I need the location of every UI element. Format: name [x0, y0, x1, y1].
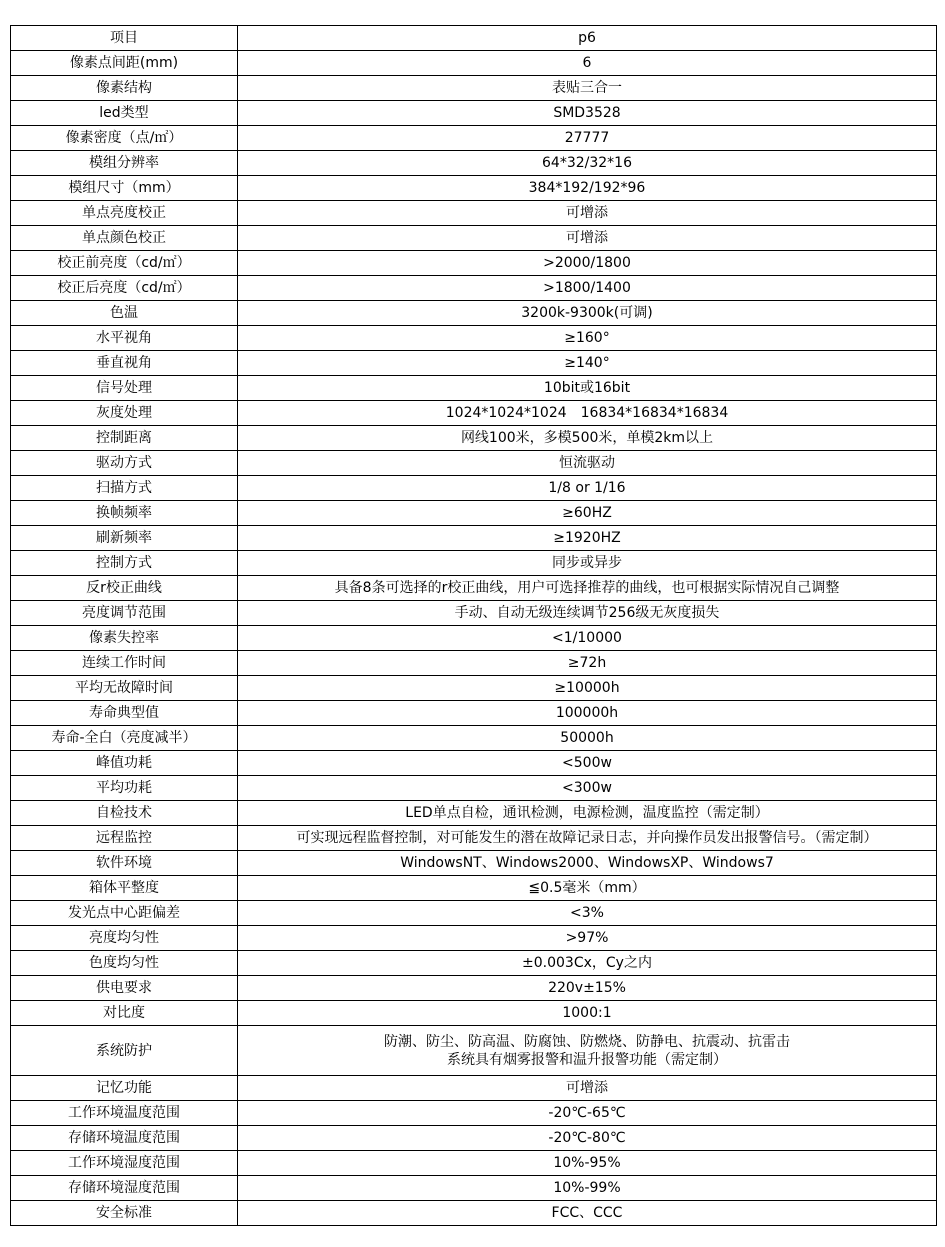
row-value: 恒流驱动	[238, 451, 937, 476]
table-row	[11, 1126, 937, 1151]
row-value: 1024*1024*1024 16834*16834*16834	[238, 401, 937, 426]
protection-line-1: 防潮、防尘、防高温、防腐蚀、防燃烧、防静电、抗震动、抗雷击	[384, 1033, 790, 1050]
row-value: 可实现远程监督控制，对可能发生的潜在故障记录日志，并向操作员发出报警信号。（需定制）	[238, 826, 937, 851]
table-row	[11, 726, 937, 751]
table-row	[11, 451, 937, 476]
table-row	[11, 476, 937, 501]
row-label: 平均功耗	[11, 776, 238, 801]
table-row	[11, 1151, 937, 1176]
row-value: 表贴三合一	[238, 76, 937, 101]
row-value: 10bit或16bit	[238, 376, 937, 401]
table-row	[11, 276, 937, 301]
row-label: 平均无故障时间	[11, 676, 238, 701]
row-label: 对比度	[11, 1001, 238, 1026]
table-row	[11, 751, 937, 776]
row-value: 可增添	[238, 226, 937, 251]
table-row	[11, 926, 937, 951]
row-value	[238, 1026, 937, 1076]
row-label: 水平视角	[11, 326, 238, 351]
table-row	[11, 1201, 937, 1226]
table-row	[11, 1001, 937, 1026]
protection-line-2: 系统具有烟雾报警和温升报警功能（需定制）	[447, 1051, 727, 1068]
row-value: 手动、自动无级连续调节256级无灰度损失	[238, 601, 937, 626]
row-label: 像素结构	[11, 76, 238, 101]
row-label: 模组尺寸（mm）	[11, 176, 238, 201]
table-row	[11, 401, 937, 426]
row-label: 供电要求	[11, 976, 238, 1001]
row-value: 可增添	[238, 1076, 937, 1101]
row-value: FCC、CCC	[238, 1201, 937, 1226]
row-value: WindowsNT、Windows2000、WindowsXP、Windows7	[238, 851, 937, 876]
row-value: ≥60HZ	[238, 501, 937, 526]
table-row	[11, 76, 937, 101]
spec-table	[10, 25, 937, 1226]
table-row	[11, 226, 937, 251]
row-label: 像素点间距(mm)	[11, 51, 238, 76]
row-label: 箱体平整度	[11, 876, 238, 901]
table-row	[11, 201, 937, 226]
table-row	[11, 426, 937, 451]
table-row	[11, 376, 937, 401]
row-value: 100000h	[238, 701, 937, 726]
row-label: 软件环境	[11, 851, 238, 876]
row-label: 项目	[11, 26, 238, 51]
table-row	[11, 26, 937, 51]
row-value: >1800/1400	[238, 276, 937, 301]
row-value: 220v±15%	[238, 976, 937, 1001]
row-value: 50000h	[238, 726, 937, 751]
row-label: 像素密度（点/㎡）	[11, 126, 238, 151]
table-row	[11, 776, 937, 801]
row-label: 校正前亮度（cd/㎡）	[11, 251, 238, 276]
row-value: 6	[238, 51, 937, 76]
table-row	[11, 126, 937, 151]
spec-table-body	[11, 26, 937, 1226]
row-value: 1/8 or 1/16	[238, 476, 937, 501]
table-row	[11, 526, 937, 551]
row-label: 模组分辨率	[11, 151, 238, 176]
row-value: >97%	[238, 926, 937, 951]
row-label: 刷新频率	[11, 526, 238, 551]
row-label: 单点亮度校正	[11, 201, 238, 226]
row-label: 寿命典型值	[11, 701, 238, 726]
row-value: <3%	[238, 901, 937, 926]
table-row	[11, 951, 937, 976]
row-value: 10%-99%	[238, 1176, 937, 1201]
row-value: 27777	[238, 126, 937, 151]
row-value: <300w	[238, 776, 937, 801]
table-row	[11, 576, 937, 601]
row-label: 记忆功能	[11, 1076, 238, 1101]
row-value: ±0.003Cx，Cy之内	[238, 951, 937, 976]
row-value: 可增添	[238, 201, 937, 226]
row-label: 峰值功耗	[11, 751, 238, 776]
row-label: led类型	[11, 101, 238, 126]
row-value: 1000:1	[238, 1001, 937, 1026]
table-row	[11, 826, 937, 851]
row-label: 像素失控率	[11, 626, 238, 651]
row-label: 扫描方式	[11, 476, 238, 501]
row-label: 垂直视角	[11, 351, 238, 376]
row-label: 信号处理	[11, 376, 238, 401]
table-row	[11, 51, 937, 76]
row-label: 亮度调节范围	[11, 601, 238, 626]
row-label: 控制距离	[11, 426, 238, 451]
row-value: 384*192/192*96	[238, 176, 937, 201]
row-value: 同步或异步	[238, 551, 937, 576]
row-label: 存储环境温度范围	[11, 1126, 238, 1151]
row-label: 工作环境湿度范围	[11, 1151, 238, 1176]
row-label: 色度均匀性	[11, 951, 238, 976]
table-row	[11, 901, 937, 926]
table-row	[11, 551, 937, 576]
row-label: 存储环境湿度范围	[11, 1176, 238, 1201]
row-label: 亮度均匀性	[11, 926, 238, 951]
table-row	[11, 851, 937, 876]
row-label: 色温	[11, 301, 238, 326]
row-value: LED单点自检，通讯检测，电源检测，温度监控（需定制）	[238, 801, 937, 826]
row-value: ≥160°	[238, 326, 937, 351]
row-label: 工作环境温度范围	[11, 1101, 238, 1126]
row-label: 连续工作时间	[11, 651, 238, 676]
table-row	[11, 176, 937, 201]
row-value: ≥10000h	[238, 676, 937, 701]
table-row	[11, 701, 937, 726]
row-value: <500w	[238, 751, 937, 776]
row-label: 控制方式	[11, 551, 238, 576]
row-value: 10%-95%	[238, 1151, 937, 1176]
table-row	[11, 101, 937, 126]
row-value: -20℃-80℃	[238, 1126, 937, 1151]
table-row	[11, 601, 937, 626]
row-value: 网线100米，多模500米，单模2km以上	[238, 426, 937, 451]
row-label: 校正后亮度（cd/㎡）	[11, 276, 238, 301]
row-value: ≥1920HZ	[238, 526, 937, 551]
row-value: ≦0.5毫米（mm）	[238, 876, 937, 901]
table-row	[11, 651, 937, 676]
row-value: p6	[238, 26, 937, 51]
row-value: ≥140°	[238, 351, 937, 376]
table-row	[11, 801, 937, 826]
row-label: 自检技术	[11, 801, 238, 826]
table-row	[11, 351, 937, 376]
row-label: 远程监控	[11, 826, 238, 851]
table-row	[11, 676, 937, 701]
row-value: <1/10000	[238, 626, 937, 651]
table-row	[11, 1176, 937, 1201]
row-value: 3200k-9300k(可调)	[238, 301, 937, 326]
table-row-protection	[11, 1026, 937, 1076]
row-label: 灰度处理	[11, 401, 238, 426]
table-row	[11, 501, 937, 526]
row-label: 单点颜色校正	[11, 226, 238, 251]
table-row	[11, 1076, 937, 1101]
row-value: 64*32/32*16	[238, 151, 937, 176]
table-row	[11, 876, 937, 901]
table-row	[11, 326, 937, 351]
row-label: 发光点中心距偏差	[11, 901, 238, 926]
table-row	[11, 626, 937, 651]
table-row	[11, 301, 937, 326]
row-label: 安全标准	[11, 1201, 238, 1226]
row-value: >2000/1800	[238, 251, 937, 276]
row-label: 驱动方式	[11, 451, 238, 476]
row-value: 具备8条可选择的r校正曲线，用户可选择推荐的曲线，也可根据实际情况自己调整	[238, 576, 937, 601]
row-value: SMD3528	[238, 101, 937, 126]
table-row	[11, 151, 937, 176]
row-label: 反r校正曲线	[11, 576, 238, 601]
row-label: 系统防护	[11, 1026, 238, 1076]
row-value: -20℃-65℃	[238, 1101, 937, 1126]
table-row	[11, 976, 937, 1001]
row-label: 换帧频率	[11, 501, 238, 526]
row-label: 寿命-全白（亮度减半）	[11, 726, 238, 751]
table-row	[11, 251, 937, 276]
row-value: ≥72h	[238, 651, 937, 676]
table-row	[11, 1101, 937, 1126]
